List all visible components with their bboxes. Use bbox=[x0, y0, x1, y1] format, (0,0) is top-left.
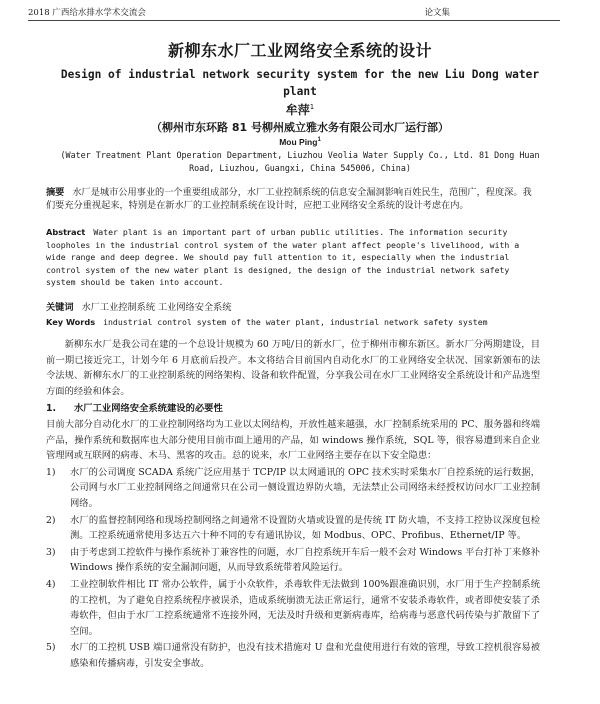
author-cn-name: 牟萍 bbox=[285, 103, 310, 117]
list-item-text: 工业控制软件相比 IT 常办公软件，属于小众软件，杀毒软件无法做到 100%跟准确识别，水厂用于生产控制系统的工控机，为了避免自控系统程序被误杀，造成系统崩溃无法正常运行，通常不安装杀毒软件，或者即使安装了杀毒软件，但由于水厂工控系统通常不连接外网，无法及时升级和更新病毒库，给病毒与恶意代码传染与扩散留下了空间。 bbox=[70, 578, 540, 637]
list-item bbox=[46, 545, 540, 576]
abstract-cn-text: 水厂是城市公用事业的一个重要组成部分，水厂工业控制系统的信息安全漏洞影响百姓民生，范围广，程度深。我们要充分重视起来，特别是在新水厂的工业控制系统在设计时，应把工业网络安全系统的设计考虑在内。 bbox=[46, 187, 532, 211]
list-item-number: 3) bbox=[46, 546, 56, 558]
list-item bbox=[46, 513, 540, 544]
keywords-cn-text: 水厂工业控制系统 工业网络安全系统 bbox=[81, 302, 232, 313]
author-cn-mark: 1 bbox=[309, 103, 315, 111]
keywords-cn bbox=[46, 302, 560, 314]
list-item bbox=[46, 577, 540, 639]
abstract-cn bbox=[46, 186, 538, 212]
section-1-title: 水厂工业网络安全系统建设的必要性 bbox=[74, 403, 223, 415]
paper-title-en: Design of industrial network security system for the new Liu Dong water plant bbox=[60, 68, 540, 98]
list-item-number: 4) bbox=[46, 578, 56, 590]
author-en bbox=[0, 137, 600, 147]
header-collection: 论文集 bbox=[424, 8, 450, 18]
list-item-number: 2) bbox=[46, 514, 56, 526]
abstract-en-text: Water plant is an important part of urban public utilities. The information security loopholes in the industrial control system of the water plant affect people's livelihood, with a wide range and deep degree. We should pay full attention to it, especially when the industrial control system of the new water plant is designed, the design of the industrial network safety system should be taken into account. bbox=[46, 227, 520, 288]
author-cn bbox=[0, 101, 600, 118]
abstract-en bbox=[46, 226, 538, 289]
header-conference: 2018 广西给水排水学术交流会 bbox=[28, 8, 146, 18]
author-en-mark: 1 bbox=[317, 137, 321, 144]
affiliation-cn: （柳州市东环路 81 号柳州威立雅水务有限公司水厂运行部） bbox=[151, 121, 449, 134]
section-1-heading bbox=[46, 401, 540, 417]
affiliation-en: (Water Treatment Plant Operation Department, Liuzhou Veolia Water Supply Co., Ltd. 81 Dong Huan Road, Liuzhou, Guangxi, China 545006, China) bbox=[60, 150, 540, 173]
running-header bbox=[28, 6, 560, 21]
keywords-en-text: industrial control system of the water plant, industrial network safety system bbox=[103, 317, 488, 327]
list-item bbox=[46, 640, 540, 671]
abstract-en-label: Abstract bbox=[46, 227, 86, 237]
keywords-en bbox=[46, 316, 570, 328]
list-item-text: 水厂的工控机 USB 端口通常没有防护，也没有技术措施对 U 盘和光盘使用进行有效的管理，导致工控机很容易被感染和传播病毒，引发安全事故。 bbox=[70, 642, 540, 669]
section-1-number: 1. bbox=[46, 403, 57, 415]
abstract-cn-label: 摘要 bbox=[46, 187, 65, 198]
paper-title-cn: 新柳东水厂工业网络安全系统的设计 bbox=[167, 41, 432, 60]
list-item-number: 1) bbox=[46, 466, 56, 478]
keywords-cn-label: 关键词 bbox=[46, 302, 74, 313]
author-en-name: Mou Ping bbox=[279, 137, 318, 147]
list-item bbox=[46, 465, 540, 512]
list-item-number: 5) bbox=[46, 642, 56, 654]
paper-body bbox=[46, 337, 540, 672]
list-item-text: 由于考虑到工控软件与操作系统补丁兼容性的问题，水厂自控系统开车后一般不会对 Windows 平台打补丁来修补 Windows 操作系统的安全漏洞问题，从而导致系统带着风险运行。 bbox=[70, 546, 540, 574]
list-item-text: 水厂的监督控制网络和现场控制网络之间通常不设置防火墙或设置的是传统 IT 防火墙，不支持工控协议深度包检测。工控系统通常使用多达五六十种不同的专有通讯协议，如 Modbus、OPC、Profibus、Ethernet/IP 等。 bbox=[70, 514, 540, 542]
keywords-en-label: Key Words bbox=[46, 317, 96, 327]
intro-paragraph: 新柳东水厂是我公司在建的一个总设计规模为 60 万吨/日的新水厂，位于柳州市柳东新区。新水厂分两期建设，目前一期已接近完工，计划今年 6 月底前后投产。本文将结合目前国内自动化水厂的工业网络安全状况、国家新颁布的法令法规、新柳东水厂的工业控制系统的网络架构、设备和软件配置，分享我公司在水厂工业网络安全系统设计和产品选型方面的经验和体会。 bbox=[46, 339, 540, 397]
section-1-paragraph: 目前大部分自动化水厂的工业控制网络均为工业以太网结构，开放性越来越强，水厂控制系统采用的 PC、服务器和终端产品，操作系统和数据库也大部分使用目前市面上通用的产品，如 windows 操作系统，SQL 等，很容易遭到来自企业管理网或互联网的病毒、木马、黑客的攻击。总的说来，水厂工业网络主要存在以下安全隐患： bbox=[46, 418, 540, 462]
list-item-text: 水厂的公司调度 SCADA 系统广泛应用基于 TCP/IP 以太网通讯的 OPC 技术实时采集水厂自控系统的运行数据，公司网与水厂工业控制网络之间通常只在公司一侧设置边界防火墙，无法禁止公司网络未经授权访问水厂工业控制网络。 bbox=[70, 466, 540, 509]
